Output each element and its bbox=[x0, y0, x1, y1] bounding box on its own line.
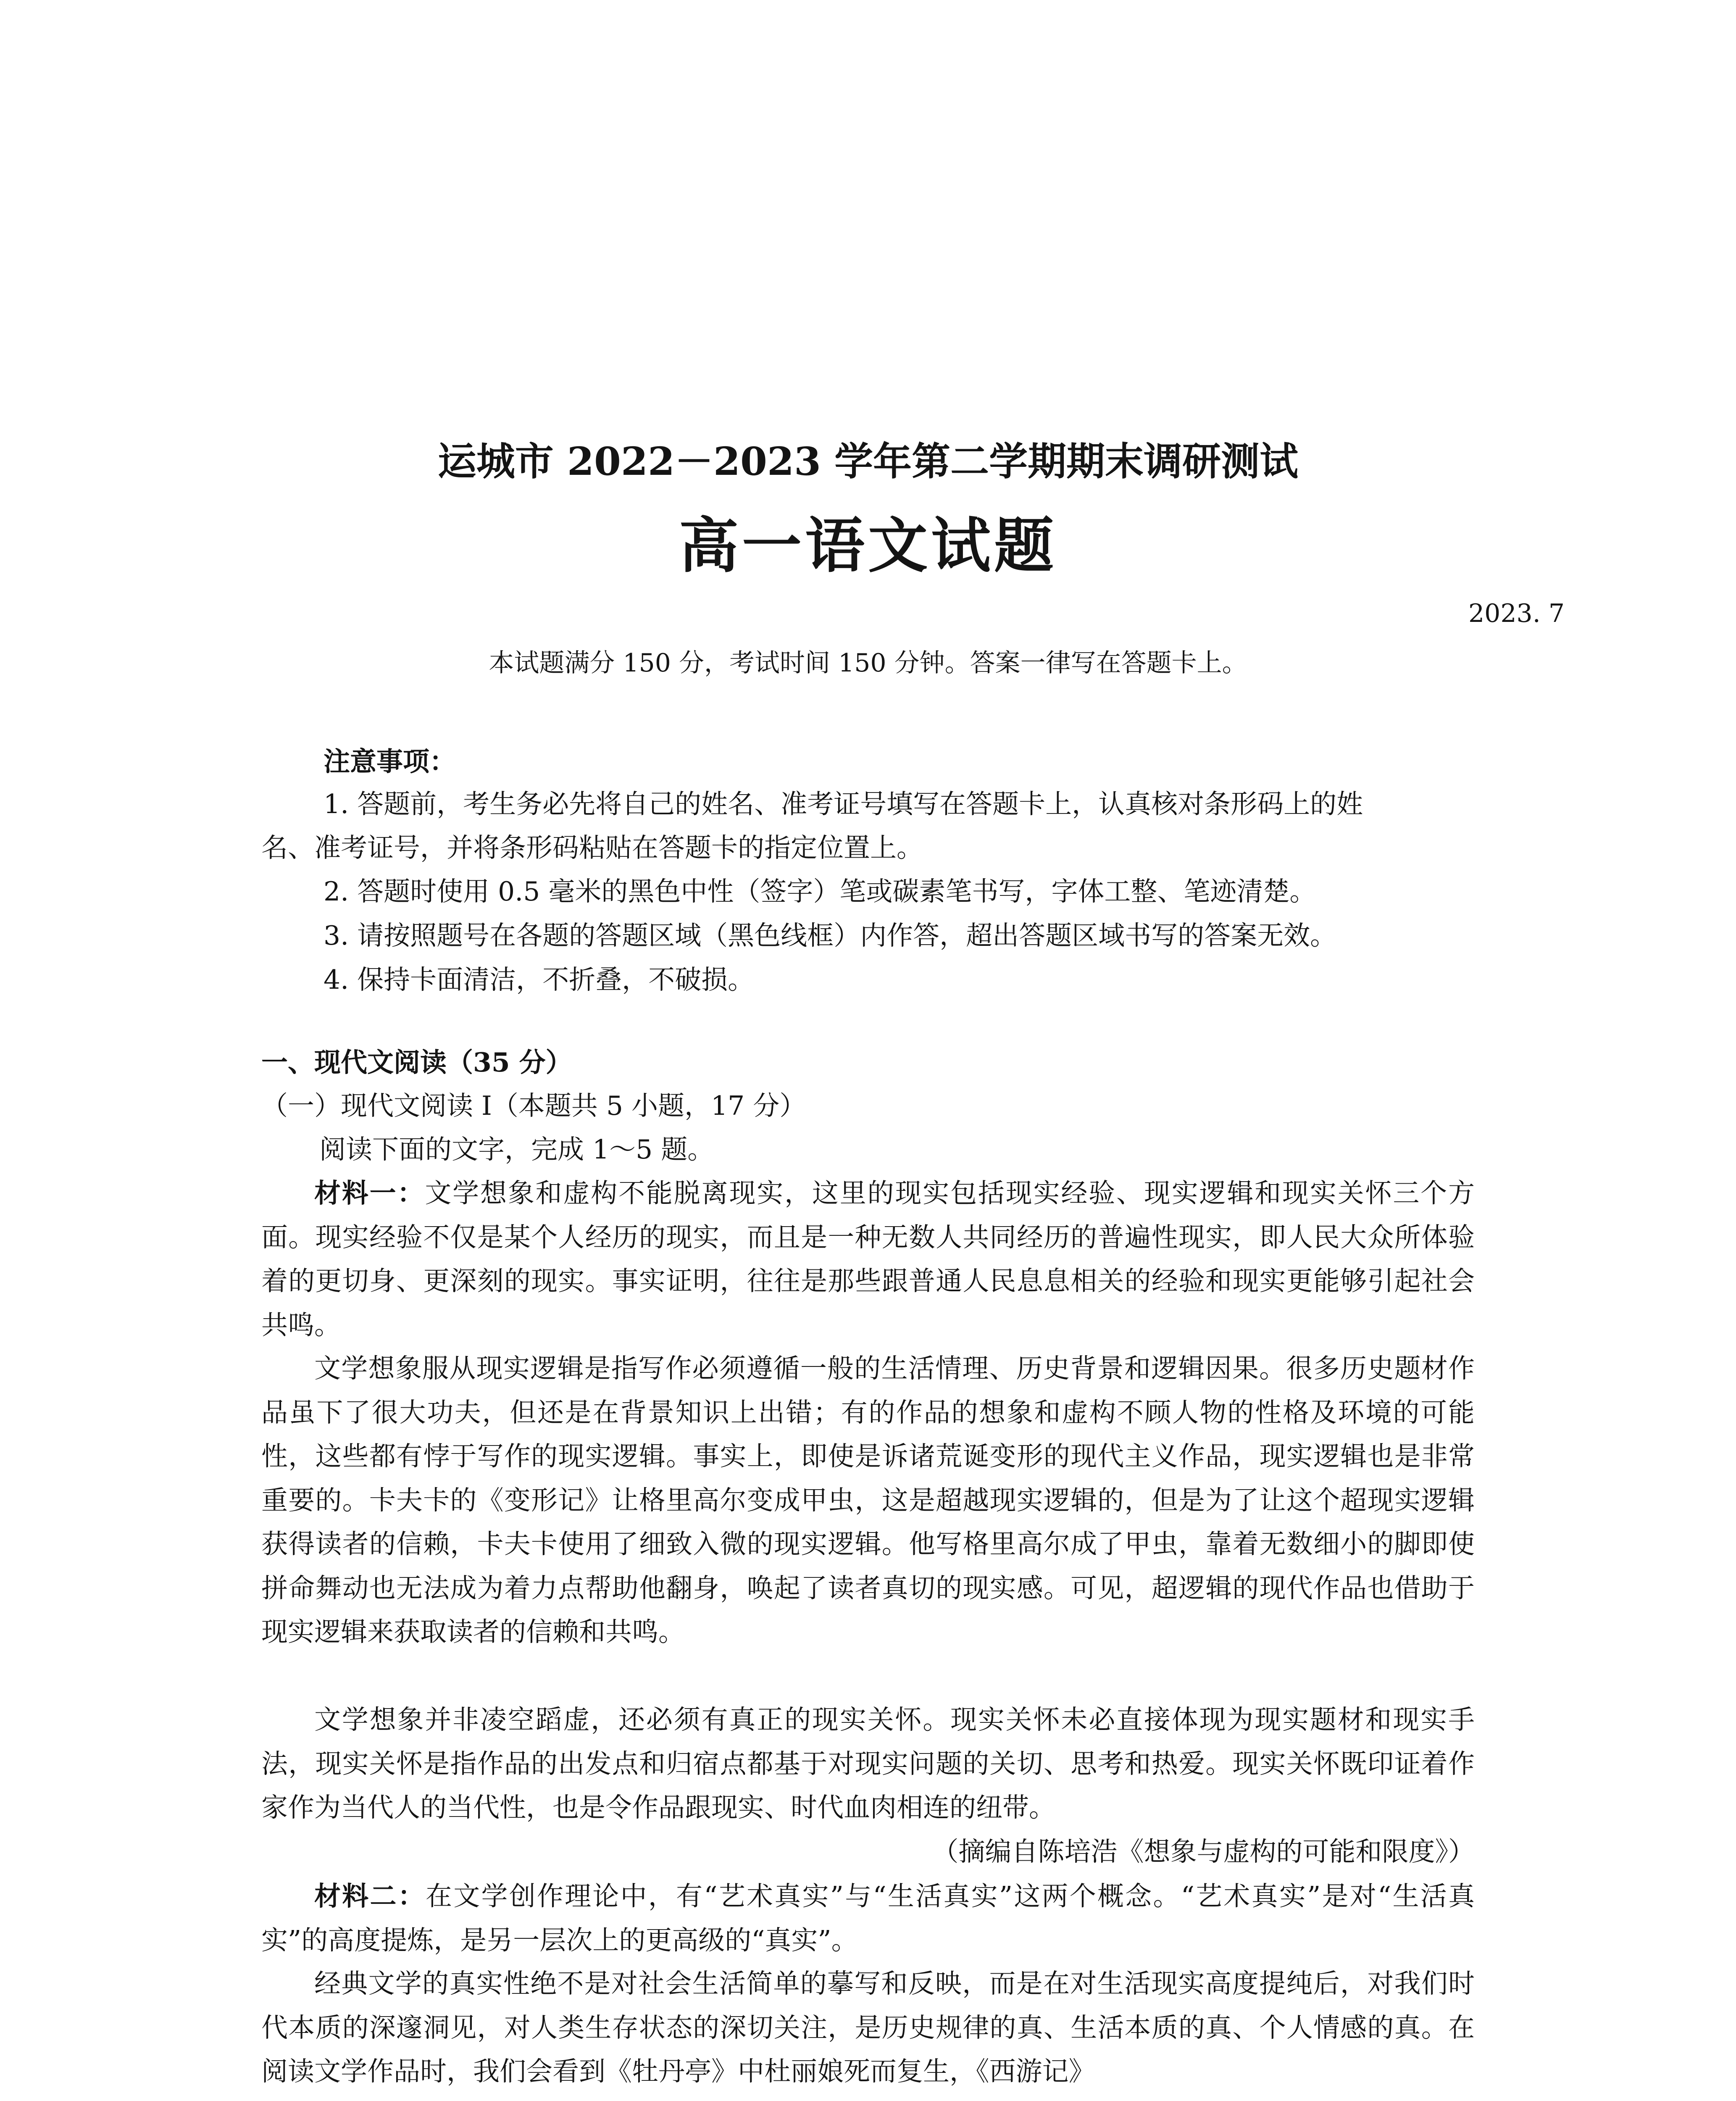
notice-title: 注意事项： bbox=[324, 746, 456, 777]
notice-item-4: 4. 保持卡面清洁，不折叠，不破损。 bbox=[324, 964, 755, 995]
section-subheading: （一）现代文阅读 Ⅰ（本题共 5 小题，17 分） bbox=[261, 1090, 806, 1121]
material1-source: （摘编自陈培浩《想象与虚构的可能和限度》） bbox=[932, 1836, 1475, 1867]
notice-item-1-line-2: 名、准考证号，并将条形码粘贴在答题卡的指定位置上。 bbox=[261, 832, 923, 863]
section-heading: 一、现代文阅读（35 分） bbox=[261, 1047, 572, 1078]
material1-label: 材料一： bbox=[314, 1177, 425, 1208]
reading-instruction: 阅读下面的文字，完成 1～5 题。 bbox=[319, 1134, 714, 1165]
notice-item-3: 3. 请按照题号在各题的答题区域（黑色线框）内作答，超出答题区域书写的答案无效。 bbox=[324, 920, 1337, 951]
material1-paragraph-2: 文学想象服从现实逻辑是指写作必须遵循一般的生活情理、历史背景和逻辑因果。很多历史题材作品虽下了很大功夫，但还是在背景知识上出错；有的作品的想象和虚构不顾人物的性格及环境的可能性，这些都有悖于写作的现实逻辑。事实上，即使是诉诸荒诞变形的现代主义作品，现实逻辑也是非常重要的。卡夫卡的《变形记》让格里高尔变成甲虫，这是超越现实逻辑的，但是为了让这个超现实逻辑获得读者的信赖，卡夫卡使用了细致入微的现实逻辑。他写格里高尔成了甲虫，靠着无数细小的脚即使拼命舞动也无法成为着力点帮助他翻身，唤起了读者真切的现实感。可见，超逻辑的现代作品也借助于现实逻辑来获取读者的信赖和共鸣。 bbox=[261, 1353, 1475, 1647]
material2-paragraph-2: 经典文学的真实性绝不是对社会生活简单的摹写和反映，而是在对生活现实高度提纯后，对我们时代本质的深邃洞见，对人类生存状态的深切关注，是历史规律的真、生活本质的真、个人情感的真。在阅读文学作品时，我们会看到《牡丹亭》中杜丽娘死而复生，《西游记》 bbox=[261, 1968, 1475, 2087]
exam-title: 运城市 2022－2023 学年第二学期期末调研测试 bbox=[437, 439, 1299, 484]
notice-item-1-line-1: 1. 答题前，考生务必先将自己的姓名、准考证号填写在答题卡上，认真核对条形码上的姓 bbox=[324, 789, 1363, 819]
subject-title: 高一语文试题 bbox=[679, 511, 1057, 581]
material2-paragraph-1-text: 在文学创作理论中，有“艺术真实”与“生活真实”这两个概念。“艺术真实”是对“生活真实”的高度提炼，是另一层次上的更高级的“真实”。 bbox=[261, 1881, 1475, 1956]
material1-paragraph-1-text: 文学想象和虚构不能脱离现实，这里的现实包括现实经验、现实逻辑和现实关怀三个方面。现实经验不仅是某个人经历的现实，而且是一种无数人共同经历的普遍性现实，即人民大众所体验着的更切身、更深刻的现实。事实证明，往往是那些跟普通人民息息相关的经验和现实更能够引起社会共鸣。 bbox=[261, 1178, 1475, 1340]
exam-intro: 本试题满分 150 分，考试时间 150 分钟。答案一律写在答题卡上。 bbox=[489, 648, 1247, 678]
material1-paragraph-1 bbox=[261, 1171, 1475, 1347]
material2-paragraph-1 bbox=[261, 1874, 1475, 1962]
material2-label: 材料二： bbox=[314, 1880, 426, 1911]
material1-paragraph-3: 文学想象并非凌空蹈虚，还必须有真正的现实关怀。现实关怀未必直接体现为现实题材和现实手法，现实关怀是指作品的出发点和归宿点都基于对现实问题的关切、思考和热爱。现实关怀既印证着作家作为当代人的当代性，也是令作品跟现实、时代血肉相连的纽带。 bbox=[261, 1704, 1475, 1823]
exam-date: 2023. 7 bbox=[1468, 599, 1565, 628]
notice-item-2: 2. 答题时使用 0.5 毫米的黑色中性（签字）笔或碳素笔书写，字体工整、笔迹清楚。 bbox=[324, 876, 1316, 907]
